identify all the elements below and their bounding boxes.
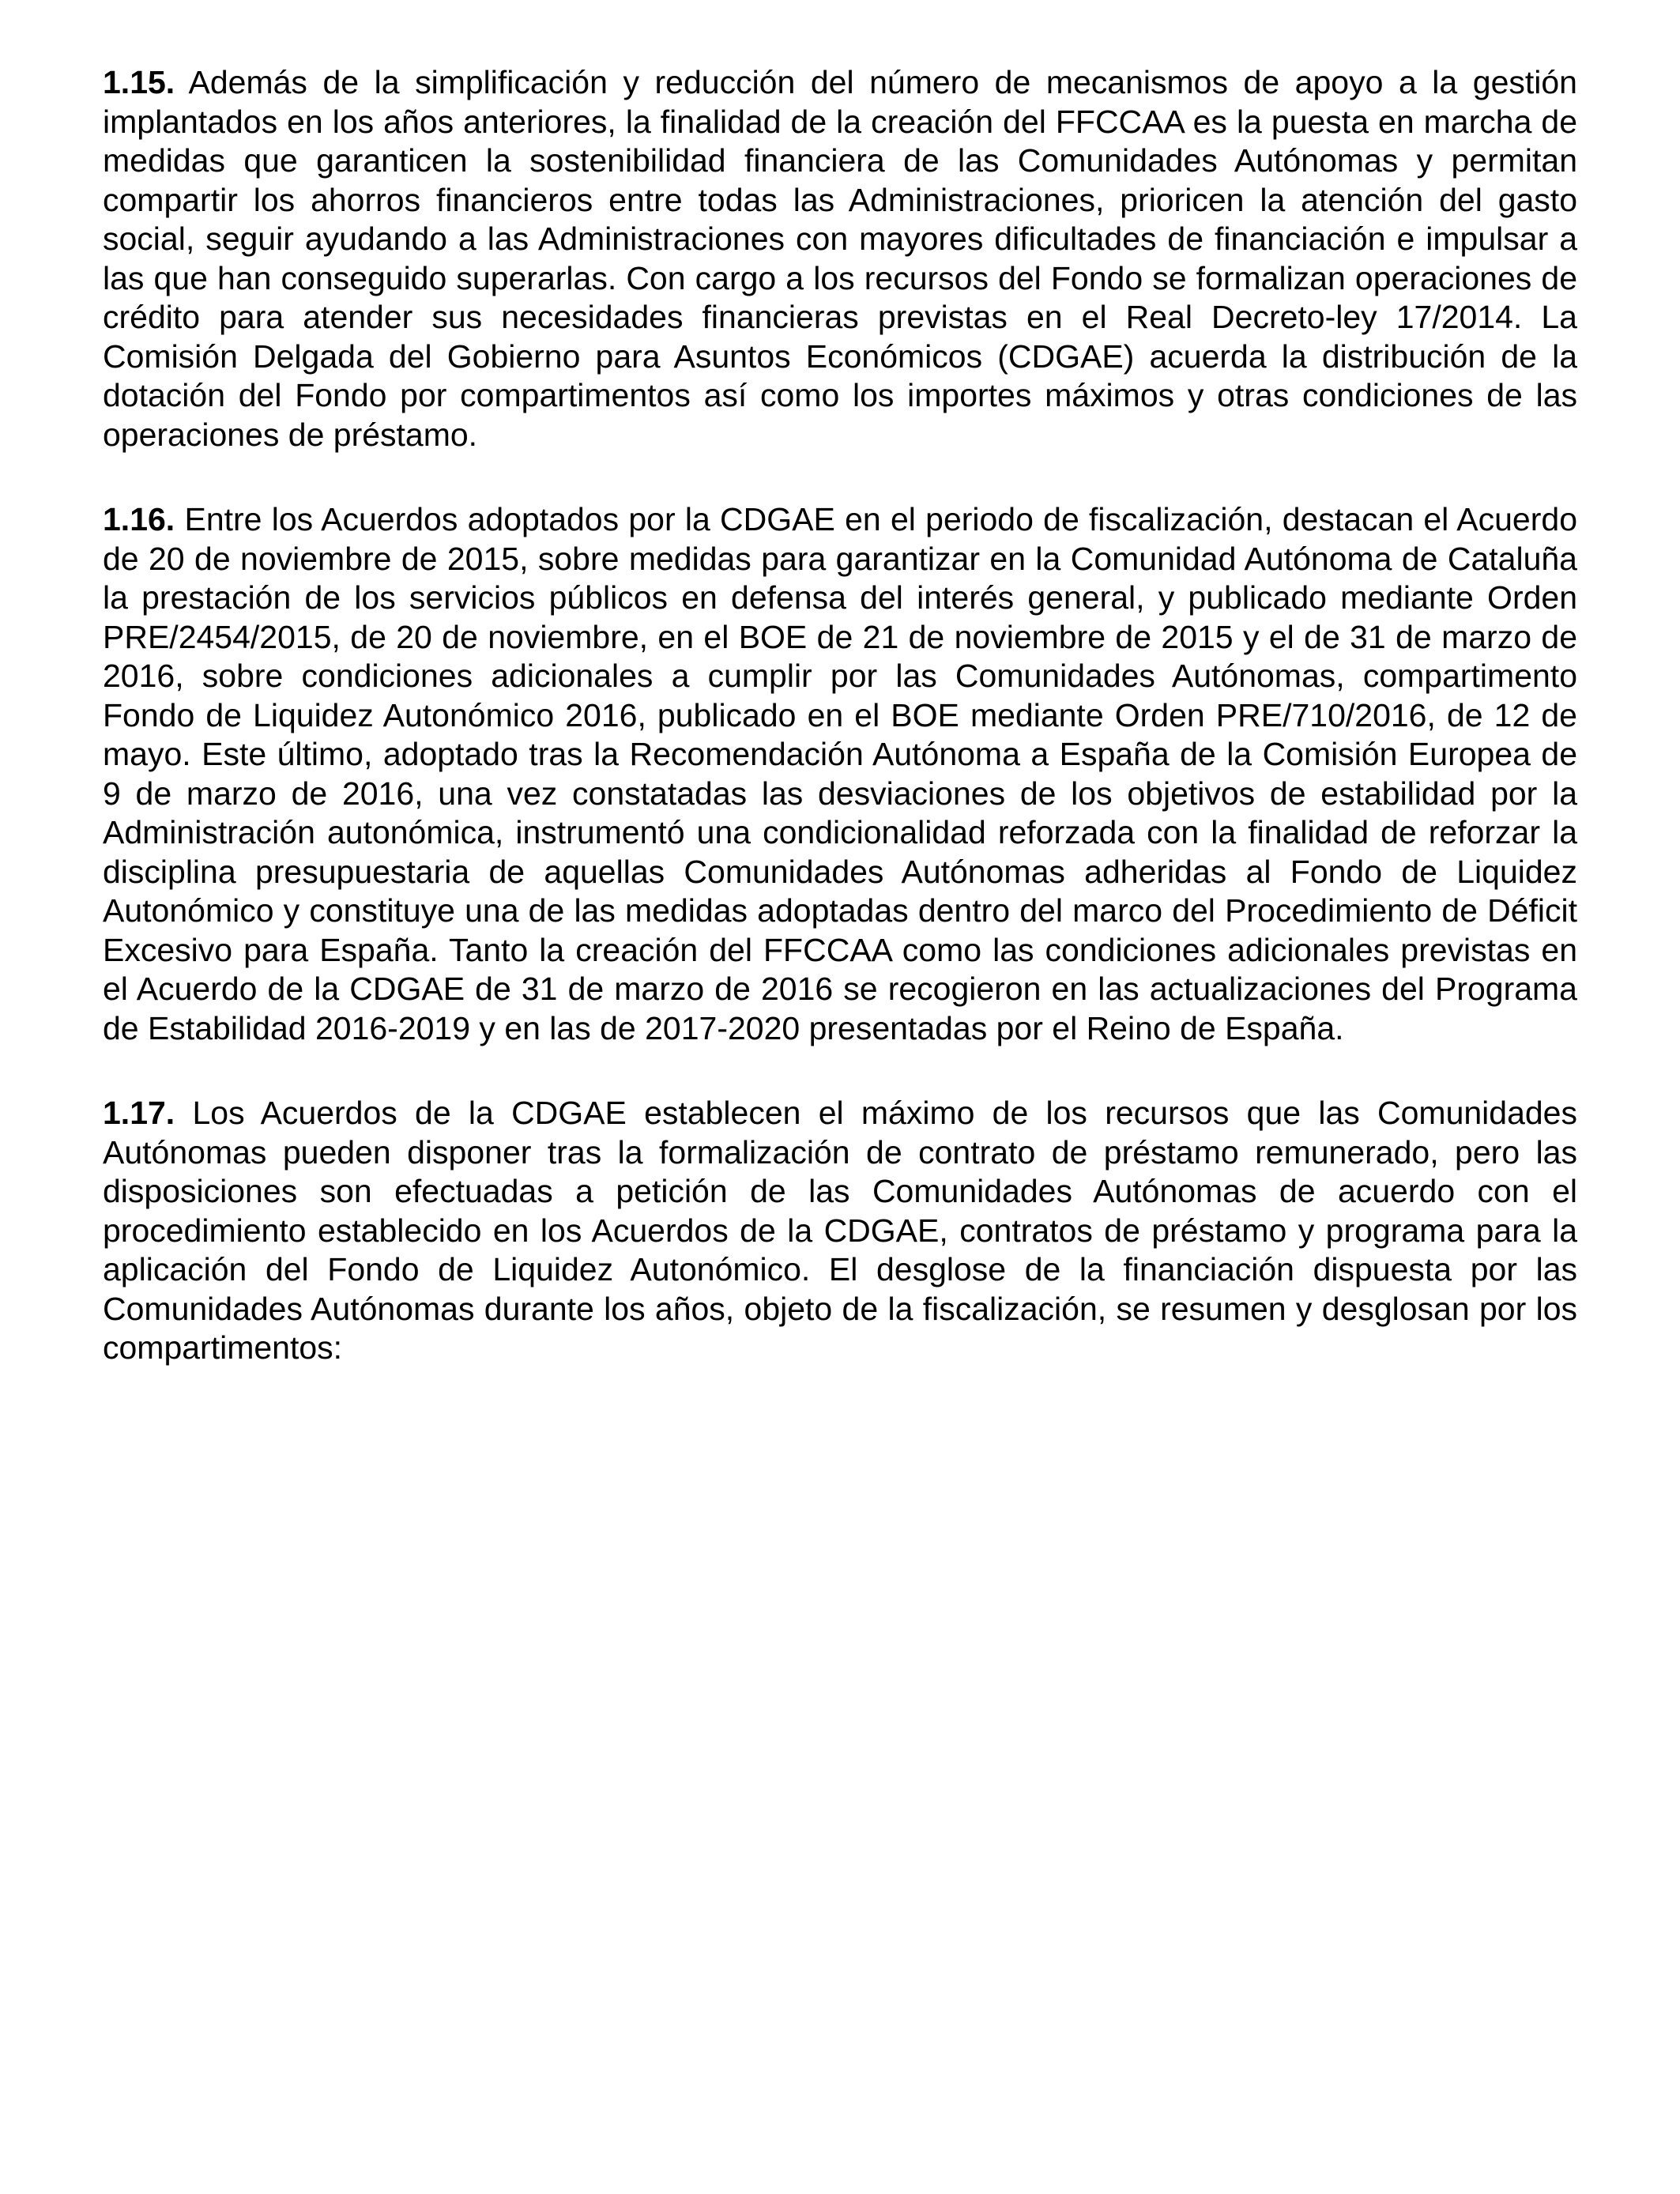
paragraph-number: 1.17. xyxy=(103,1095,175,1131)
paragraph-1-17 xyxy=(103,1094,1577,1368)
paragraph-text: Entre los Acuerdos adoptados por la CDGAE en el periodo de fiscalización, destacan el Acuerdo de 20 de noviembre de 2015, sobre medidas para garantizar en la Comunidad Autónoma de Cataluña la prestación de los servicios públicos en defensa del interés general, y publicado mediante Orden PRE/2454/2015, de 20 de noviembre, en el BOE de 21 de noviembre de 2015 y el de 31 de marzo de 2016, sobre condiciones adicionales a cumplir por las Comunidades Autónomas, compartimento Fondo de Liquidez Autonómico 2016, publicado en el BOE mediante Orden PRE/710/2016, de 12 de mayo. Este último, adoptado tras la Recomendación Autónoma a España de la Comisión Europea de 9 de marzo de 2016, una vez constatadas las desviaciones de los objetivos de estabilidad por la Administración autonómica, instrumentó una condicionalidad reforzada con la finalidad de reforzar la disciplina presupuestaria de aquellas Comunidades Autónomas adheridas al Fondo de Liquidez Autonómico y constituye una de las medidas adoptadas dentro del marco del Procedimiento de Déficit Excesivo para España. Tanto la creación del FFCCAA como las condiciones adicionales previstas en el Acuerdo de la CDGAE de 31 de marzo de 2016 se recogieron en las actualizaciones del Programa de Estabilidad 2016-2019 y en las de 2017-2020 presentadas por el Reino de España. xyxy=(103,501,1577,1046)
paragraph-text: Los Acuerdos de la CDGAE establecen el máximo de los recursos que las Comunidades Autónomas pueden disponer tras la formalización de contrato de préstamo remunerado, pero las disposiciones son efectuadas a petición de las Comunidades Autónomas de acuerdo con el procedimiento establecido en los Acuerdos de la CDGAE, contratos de préstamo y programa para la aplicación del Fondo de Liquidez Autonómico. El desglose de la financiación dispuesta por las Comunidades Autónomas durante los años, objeto de la fiscalización, se resumen y desglosan por los compartimentos: xyxy=(103,1095,1577,1366)
paragraph-number: 1.15. xyxy=(103,64,175,100)
paragraph-number: 1.16. xyxy=(103,501,175,537)
paragraph-1-16 xyxy=(103,500,1577,1048)
paragraph-1-15 xyxy=(103,63,1577,454)
document-body xyxy=(103,63,1577,1414)
paragraph-text: Además de la simplificación y reducción del número de mecanismos de apoyo a la gestión implantados en los años anteriores, la finalidad de la creación del FFCCAA es la puesta en marcha de medidas que garanticen la sostenibilidad financiera de las Comunidades Autónomas y permitan compartir los ahorros financieros entre todas las Administraciones, prioricen la atención del gasto social, seguir ayudando a las Administraciones con mayores dificultades de financiación e impulsar a las que han conseguido superarlas. Con cargo a los recursos del Fondo se formalizan operaciones de crédito para atender sus necesidades financieras previstas en el Real Decreto-ley 17/2014. La Comisión Delgada del Gobierno para Asuntos Económicos (CDGAE) acuerda la distribución de la dotación del Fondo por compartimentos así como los importes máximos y otras condiciones de las operaciones de préstamo. xyxy=(103,64,1577,453)
